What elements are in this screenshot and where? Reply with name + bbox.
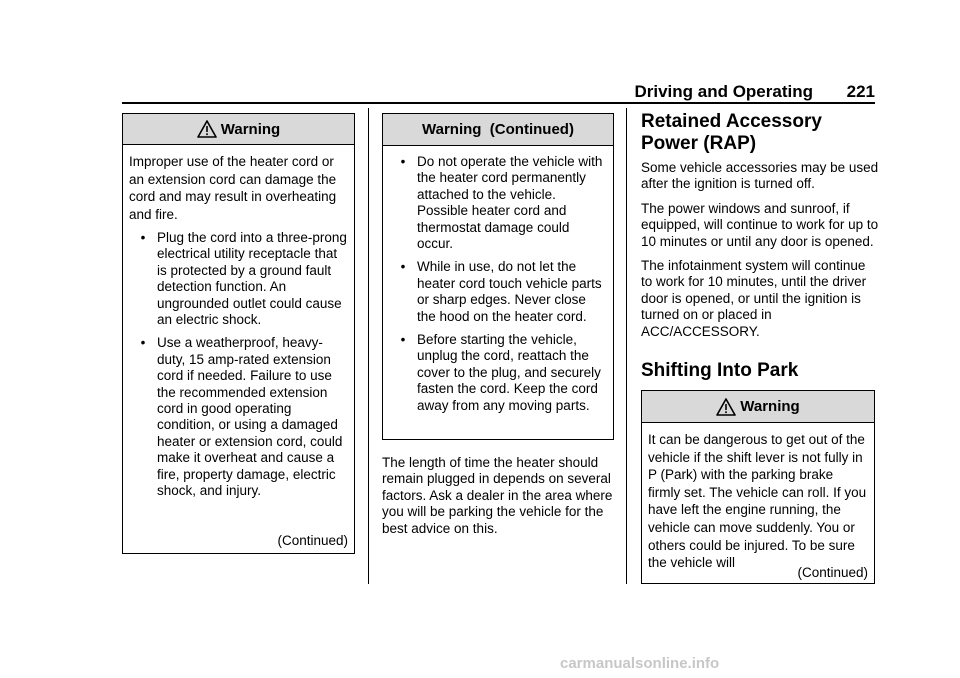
bullet-text: Use a weatherproof, heavy-duty, 15 amp-rated extension cord if needed. Failure to use the recommended extension cord in good operating condition, or using a damaged heater or extension cord, could make it overheat and cause a fire, property damage, electric shock, and injury. bbox=[157, 335, 343, 499]
paragraph: Some vehicle accessories may be used after the ignition is turned off. bbox=[641, 160, 879, 192]
bullet-mark: • bbox=[400, 154, 406, 169]
warning-box-heater-cord bbox=[122, 113, 355, 554]
list-item bbox=[389, 332, 607, 414]
list-item bbox=[129, 230, 348, 328]
column-divider-2 bbox=[626, 108, 627, 584]
warning-intro: Improper use of the heater cord or an extension cord can damage the cord and may result in overheating and fire. bbox=[129, 154, 337, 222]
continued-label: (Continued) bbox=[797, 565, 868, 580]
bullet-mark: • bbox=[400, 332, 406, 348]
list-item bbox=[389, 154, 607, 252]
heading-line: Power (RAP) bbox=[641, 133, 757, 154]
list-item bbox=[129, 335, 348, 499]
bullet-text: Do not operate the vehicle with the heater cord permanently attached to the vehicle. Possible heater cord and thermostat damage could occur. bbox=[417, 154, 603, 252]
section-title: Driving and Operating bbox=[634, 82, 813, 101]
warning-body bbox=[123, 145, 354, 500]
paragraph: The length of time the heater should remain plugged in depends on several factors. Ask a dealer in the area where you will be parking the vehicle for the best advice on this. bbox=[382, 455, 613, 536]
heater-time-paragraph bbox=[382, 455, 618, 545]
warning-title: Warning (Continued) bbox=[422, 121, 574, 138]
paragraph: The power windows and sunroof, if equipped, will continue to work for up to 10 minutes or until any door is opened. bbox=[641, 200, 879, 249]
warning-header bbox=[123, 114, 354, 145]
warning-box-park bbox=[641, 390, 875, 584]
bullet-text: Plug the cord into a three-prong electrical utility receptacle that is protected by a ground fault detection function. An ungrounded outlet could cause an electric shock. bbox=[157, 230, 347, 328]
bullet-mark: • bbox=[400, 259, 406, 275]
warning-title: Warning bbox=[740, 398, 800, 415]
warning-icon bbox=[197, 120, 217, 138]
warning-body bbox=[642, 423, 874, 572]
bullet-mark: • bbox=[140, 335, 146, 351]
rap-text bbox=[641, 160, 879, 348]
bullet-text: While in use, do not let the heater cord touch vehicle parts or sharp edges. Never close the hood on the heater cord. bbox=[417, 259, 602, 324]
column-divider-1 bbox=[368, 108, 369, 584]
bullet-mark: • bbox=[140, 230, 146, 245]
paragraph: The infotainment system will continue to work for 10 minutes, until the driver door is opened, or until the ignition is turned on or placed in ACC/ACCESSORY. bbox=[641, 258, 867, 339]
watermark: carmanualsonline.info bbox=[560, 655, 720, 672]
page-number: 221 bbox=[846, 82, 875, 101]
shifting-into-park-heading: Shifting Into Park bbox=[641, 360, 799, 381]
page-header bbox=[122, 82, 875, 104]
warning-header bbox=[642, 391, 874, 423]
warning-icon bbox=[716, 398, 736, 416]
continued-label: (Continued) bbox=[277, 533, 348, 548]
heading-line: Retained Accessory bbox=[641, 111, 822, 132]
warning-title: Warning bbox=[220, 120, 281, 138]
bullet-text: Before starting the vehicle, unplug the cord, reattach the cover to the plug, and securely fasten the cord. Keep the cord away from any moving parts. bbox=[417, 332, 601, 413]
rap-heading bbox=[641, 111, 881, 155]
warning-text: It can be dangerous to get out of the vehicle if the shift lever is not fully in P (Park) with the parking brake firmly set. The vehicle can roll. If you have left the engine running, the vehicle can move suddenly. You or others could be injured. To be sure the vehicle will bbox=[648, 432, 867, 571]
list-item bbox=[389, 259, 607, 325]
warning-body bbox=[383, 146, 613, 414]
warning-header bbox=[383, 114, 613, 146]
warning-box-continued bbox=[382, 113, 614, 440]
